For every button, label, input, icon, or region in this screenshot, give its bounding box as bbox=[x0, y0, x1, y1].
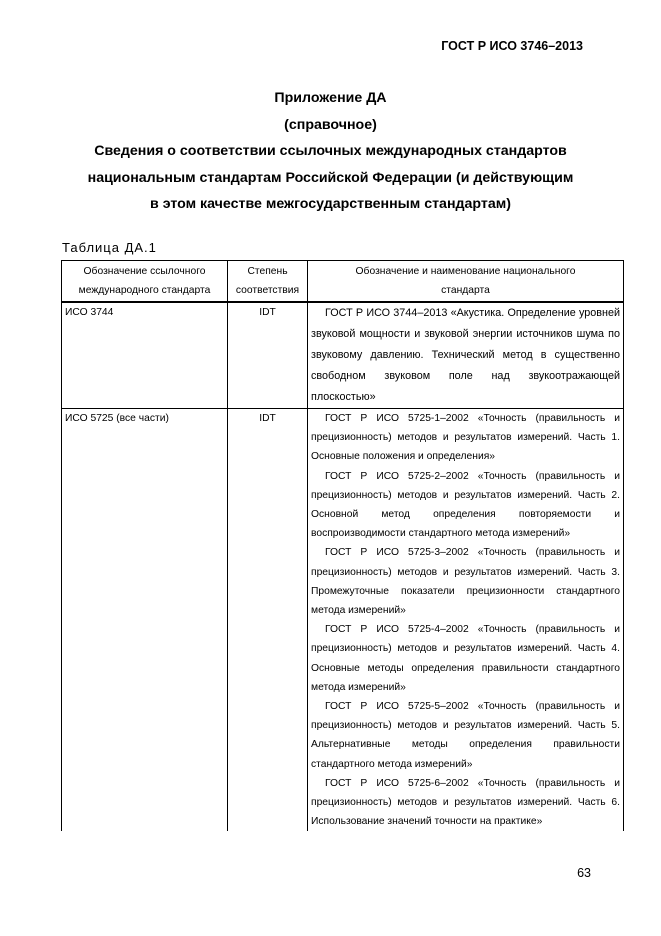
appendix-type: (справочное) bbox=[284, 116, 377, 133]
header-national-standard bbox=[308, 261, 624, 303]
table-row bbox=[62, 409, 624, 832]
national-standard-entry: ГОСТ Р ИСО 3744–2013 «Акустика. Определение уровней звуковой мощности и звуковой энергии источников шума по звуковому давлению. Технический метод в существенно свободном звуковом поле над звукоотражающей плоскостью» bbox=[311, 307, 620, 403]
header-col3-line2: стандарта bbox=[441, 285, 490, 296]
header-col1-line1: Обозначение ссылочного bbox=[83, 266, 206, 277]
document-id-header: ГОСТ Р ИСО 3746–2013 bbox=[441, 39, 583, 53]
national-standard-entry: ГОСТ Р ИСО 5725-2–2002 «Точность (правильность и прецизионность) методов и результатов измерений. Часть 2. Основной метод определения повторяемости и воспроизводимости стандартного метода измерений» bbox=[311, 470, 620, 540]
reference-cell: ИСО 3744 bbox=[62, 302, 228, 409]
national-standard-cell bbox=[308, 409, 624, 832]
appendix-heading-line-1: Сведения о соответствии ссылочных международных стандартов bbox=[94, 143, 567, 159]
correspondence-table bbox=[61, 260, 624, 831]
degree-cell: IDT bbox=[228, 302, 308, 409]
table-row bbox=[62, 302, 624, 409]
header-col3-line1: Обозначение и наименование национального bbox=[355, 266, 576, 277]
degree-cell: IDT bbox=[228, 409, 308, 832]
national-standard-entry: ГОСТ Р ИСО 5725-4–2002 «Точность (правильность и прецизионность) методов и результатов измерений. Часть 4. Основные методы определения правильности стандартного метода измерений» bbox=[311, 624, 620, 693]
national-standard-entry: ГОСТ Р ИСО 5725-3–2002 «Точность (правильность и прецизионность) методов и результатов измерений. Часть 3. Промежуточные показатели прецизионности стандартного метода измерений» bbox=[311, 547, 620, 617]
national-standard-cell bbox=[308, 302, 624, 409]
table-header-row bbox=[62, 261, 624, 303]
national-standard-entry: ГОСТ Р ИСО 5725-6–2002 «Точность (правильность и прецизионность) методов и результатов измерений. Часть 6. Использование значений точности на практике» bbox=[311, 777, 620, 828]
appendix-heading-line-2: национальным стандартам Российской Федерации (и действующим bbox=[87, 169, 574, 186]
national-standard-entry: ГОСТ Р ИСО 5725-5–2002 «Точность (правильность и прецизионность) методов и результатов измерений. Часть 5. Альтернативные методы определения правильности стандартного метода измерений» bbox=[311, 701, 620, 770]
header-degree bbox=[228, 261, 308, 303]
reference-cell: ИСО 5725 (все части) bbox=[62, 409, 228, 832]
table-caption: Таблица ДА.1 bbox=[62, 240, 157, 255]
header-reference-standard bbox=[62, 261, 228, 303]
header-col2-line2: соответствия bbox=[235, 285, 300, 296]
national-standard-entry: ГОСТ Р ИСО 5725-1–2002 «Точность (правильность и прецизионность) методов и результатов измерений. Часть 1. Основные положения и определения» bbox=[311, 413, 620, 463]
page-number: 63 bbox=[577, 866, 591, 880]
header-col2-line1: Степень bbox=[247, 266, 288, 277]
header-col1-line2: международного стандарта bbox=[78, 285, 211, 296]
appendix-title-block bbox=[0, 85, 661, 218]
appendix-heading-line-3: в этом качестве межгосударственным стандартам) bbox=[150, 196, 511, 212]
appendix-title: Приложение ДА bbox=[274, 90, 387, 106]
